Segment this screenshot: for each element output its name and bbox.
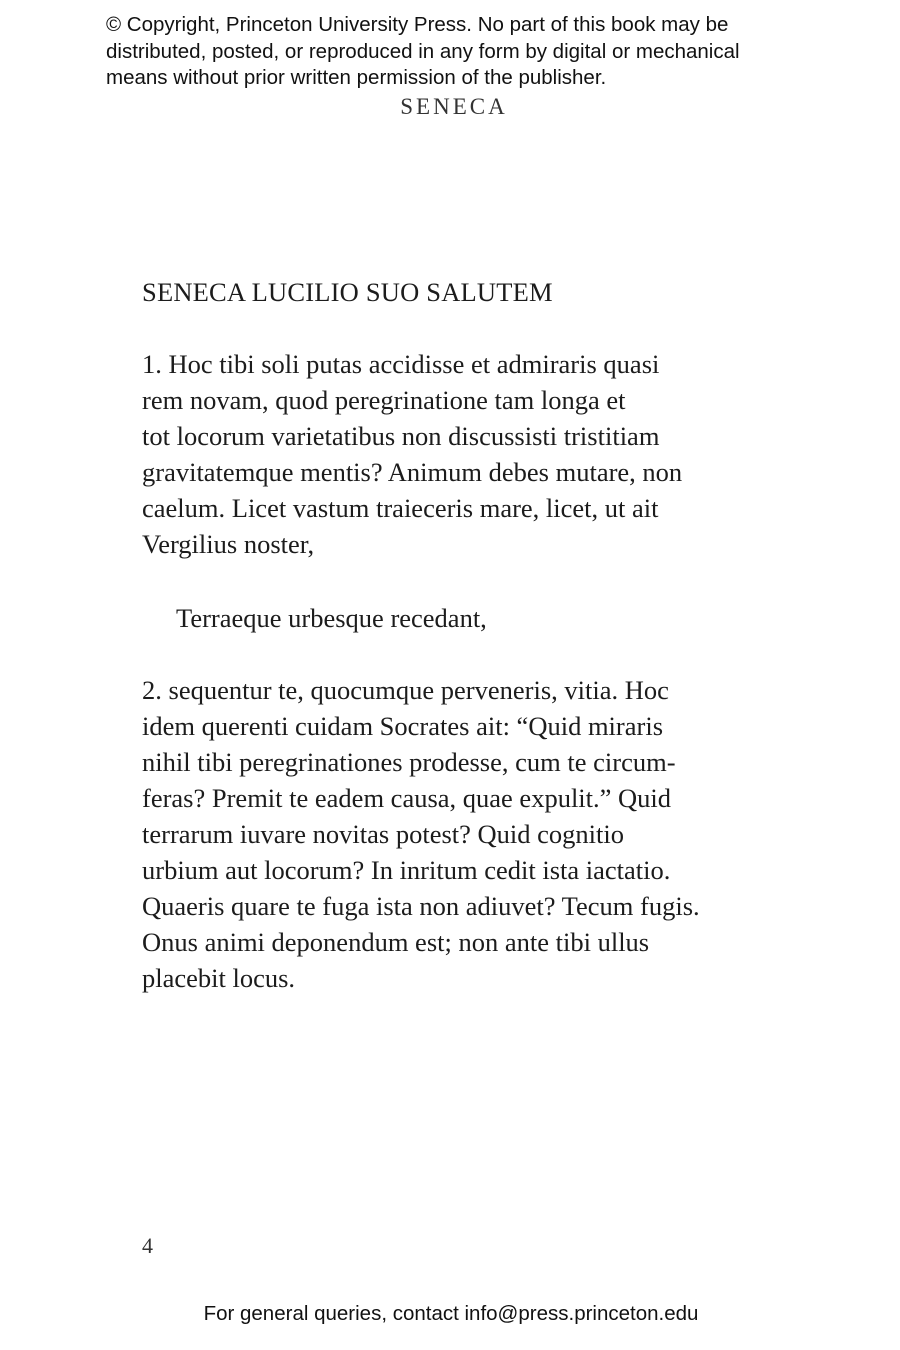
text-line: Onus animi deponendum est; non ante tibi ullus xyxy=(142,927,650,957)
text-line: nihil tibi peregrinationes prodesse, cum te circum- xyxy=(142,747,676,777)
text-line: terrarum iuvare novitas potest? Quid cognitio xyxy=(142,819,625,849)
text-line: urbium aut locorum? In inritum cedit ista iactatio. xyxy=(142,855,671,885)
text-line: rem novam, quod peregrinatione tam longa et xyxy=(142,385,626,415)
text-line: tot locorum varietatibus non discussisti tristitiam xyxy=(142,421,660,451)
copyright-line: distributed, posted, or reproduced in any form by digital or mechanical xyxy=(106,39,740,63)
text-line: 2. sequentur te, quocumque perveneris, vitia. Hoc xyxy=(142,675,669,705)
verse-quotation: Terraeque urbesque recedant, xyxy=(176,603,487,633)
text-line: placebit locus. xyxy=(142,963,296,993)
running-head: SENECA xyxy=(400,94,508,119)
paragraph-2 xyxy=(142,672,700,996)
copyright-line: means without prior written permission of the publisher. xyxy=(106,66,607,89)
copyright-notice xyxy=(106,12,826,92)
text-line: 1. Hoc tibi soli putas accidisse et admiraris quasi xyxy=(142,349,660,379)
text-line: Quaeris quare te fuga ista non adiuvet? Tecum fugis. xyxy=(142,891,700,921)
letter-salutation: SENECA LUCILIO SUO SALUTEM xyxy=(142,277,553,307)
text-line: feras? Premit te eadem causa, quae expulit.” Quid xyxy=(142,783,672,813)
text-line: gravitatemque mentis? Animum debes mutare, non xyxy=(142,457,683,487)
paragraph-1 xyxy=(142,346,682,562)
text-line: Vergilius noster, xyxy=(142,529,315,559)
text-line: idem querenti cuidam Socrates ait: “Quid miraris xyxy=(142,711,664,741)
page-number: 4 xyxy=(142,1233,153,1258)
copyright-line: © Copyright, Princeton University Press. No part of this book may be xyxy=(106,13,729,36)
text-line: caelum. Licet vastum traieceris mare, licet, ut ait xyxy=(142,493,659,523)
footer-contact: For general queries, contact info@press.princeton.edu xyxy=(203,1302,699,1325)
